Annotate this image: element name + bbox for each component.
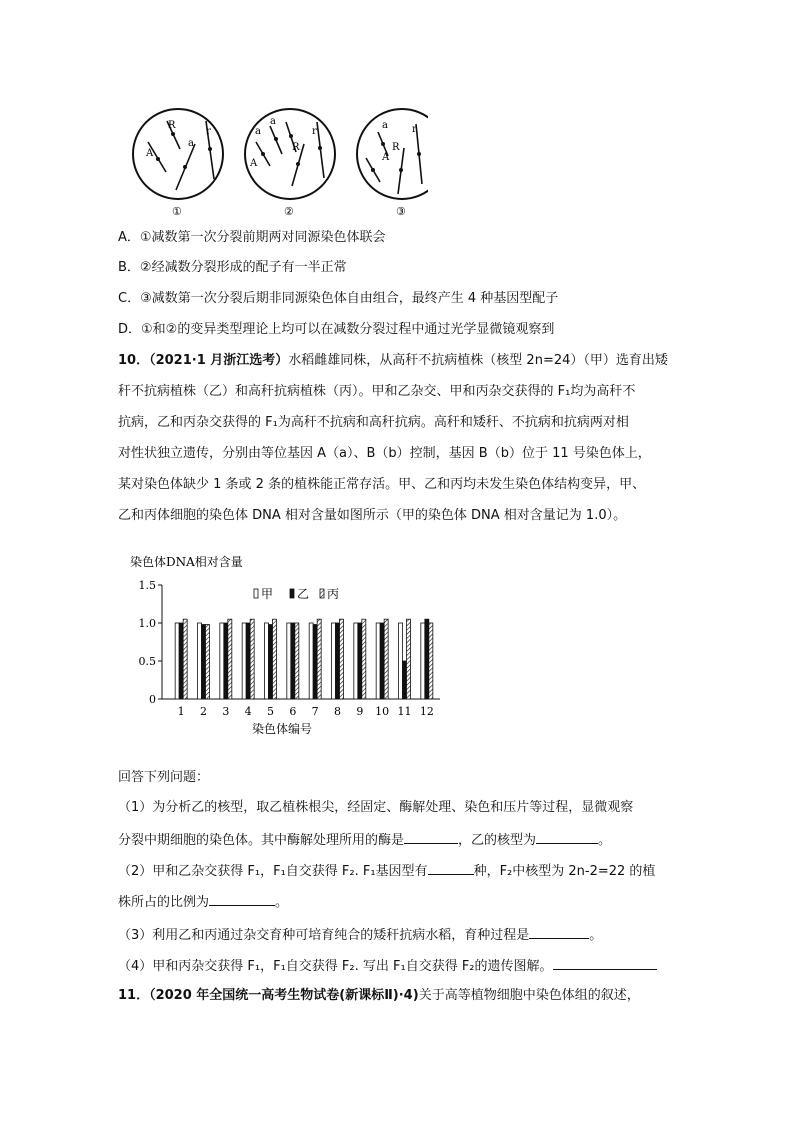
q1-text: 分裂中期细胞的染色体。其中酶解处理所用的酶是 <box>118 833 405 848</box>
x-tick-label: 2 <box>200 705 207 718</box>
bar <box>220 623 224 699</box>
question-source: （2020 年全国统一高考生物试卷(新课标Ⅱ)·4) <box>149 988 419 1003</box>
x-tick-label: 5 <box>267 705 274 718</box>
bar <box>403 661 407 699</box>
bar <box>287 623 291 699</box>
cell-1 <box>133 109 223 218</box>
cell-label-3: ③ <box>396 205 406 218</box>
legend-swatch <box>320 589 324 598</box>
answer-blank-genotype-count[interactable] <box>428 860 474 875</box>
legend-label: 乙 <box>297 587 310 601</box>
q4-text: （4）甲和丙杂交获得 F₁，F₁自交获得 F₂. 写出 F₁自交获得 F₂的遗传图解。 <box>118 959 553 974</box>
q10-line-1 <box>118 351 668 371</box>
bar <box>269 625 273 699</box>
option-text: ②经减数分裂形成的配子有一半正常 <box>139 260 347 275</box>
y-axis-label: 染色体DNA相对含量 <box>130 555 243 569</box>
option-c <box>118 289 558 309</box>
q1-text: 。 <box>598 833 612 848</box>
gene-label: r <box>312 126 317 137</box>
bar <box>273 619 277 699</box>
bar <box>265 623 269 699</box>
q2-text: （2）甲和乙杂交获得 F₁，F₁自交获得 F₂. F₁基因型有 <box>118 864 428 879</box>
bar <box>206 625 210 699</box>
bar <box>224 623 228 699</box>
bar <box>202 625 206 699</box>
q1-line-2 <box>118 829 611 851</box>
bar <box>399 623 403 699</box>
q3-line <box>118 924 602 946</box>
bar <box>309 623 313 699</box>
bar <box>179 623 183 699</box>
q2-text: 株所占的比例为 <box>118 895 210 910</box>
bar <box>429 623 433 699</box>
bar <box>421 623 425 699</box>
q1-text: （1）为分析乙的核型，取乙植株根尖，经固定、酶解处理、染色和压片等过程，显微观察 <box>118 800 634 815</box>
bar <box>183 619 187 699</box>
bar <box>332 623 336 699</box>
option-d <box>118 320 554 340</box>
bar <box>246 623 250 699</box>
bar <box>175 623 179 699</box>
q3-text: （3）利用乙和丙通过杂交育种可培育纯合的矮秆抗病水稻，育种过程是 <box>118 928 530 943</box>
question-text: 乙和丙体细胞的染色体 DNA 相对含量如图所示（甲的染色体 DNA 相对含量记为 1.0）。 <box>118 508 627 523</box>
option-letter: A． <box>118 230 140 245</box>
question-number: 10． <box>118 353 150 368</box>
y-tick-label: 0 <box>149 693 156 706</box>
option-letter: C． <box>118 291 141 306</box>
cell-label-1: ① <box>172 205 182 218</box>
bar <box>358 623 362 699</box>
bar <box>362 619 366 699</box>
bar <box>376 623 380 699</box>
option-text: ①和②的变异类型理论上均可以在减数分裂过程中通过光学显微镜观察到 <box>141 322 555 337</box>
question-text: 抗病，乙和丙杂交获得的 F₁为高秆不抗病和高秆抗病。高秆和矮秆、不抗病和抗病两对相 <box>118 415 629 430</box>
x-tick-label: 3 <box>222 705 230 718</box>
x-tick-label: 11 <box>397 705 412 718</box>
bar <box>198 623 202 699</box>
question-source: （2021·1 月浙江选考） <box>149 353 289 368</box>
option-text: ①减数第一次分裂前期两对同源染色体联会 <box>139 230 386 245</box>
x-tick-label: 8 <box>334 705 341 718</box>
answer-intro <box>118 768 209 788</box>
option-letter: B． <box>118 260 140 275</box>
question-text: 对性状独立遗传，分别由等位基因 A（a）、B（b）控制，基因 B（b）位于 11 号染色体上， <box>118 446 651 461</box>
x-tick-label: 7 <box>311 705 319 718</box>
answer-blank-proportion[interactable] <box>209 891 275 906</box>
gene-label: A <box>382 152 390 163</box>
answer-blank-karyotype[interactable] <box>536 829 598 844</box>
x-tick-label: 1 <box>177 705 185 718</box>
question-text: 关于高等植物细胞中染色体组的叙述， <box>418 988 640 1003</box>
bar <box>336 623 340 699</box>
cell-figure <box>128 104 428 222</box>
gene-label: r <box>206 126 211 137</box>
q2-line-2 <box>118 891 288 913</box>
q2-line-1 <box>118 860 655 882</box>
q11-line <box>118 986 640 1006</box>
q4-line <box>118 955 657 977</box>
q10-line-2 <box>118 382 635 402</box>
option-text: ③减数第一次分裂后期非同源染色体自由组合，最终产生 4 种基因型配子 <box>140 291 559 306</box>
bar <box>317 619 321 699</box>
question-text: 水稻雌雄同株，从高秆不抗病植株（核型 2n=24）（甲）选育出矮 <box>288 353 668 368</box>
bar <box>380 623 384 699</box>
y-tick-label: 1.5 <box>138 579 156 592</box>
gene-label: A <box>146 148 154 159</box>
option-b <box>118 258 347 278</box>
q2-text: 种，F₂中核型为 2n-2=22 的植 <box>473 864 656 879</box>
bar <box>242 623 246 699</box>
bar <box>407 619 411 699</box>
q3-text: 。 <box>589 928 603 943</box>
y-tick-label: 0.5 <box>138 655 156 668</box>
legend-label: 丙 <box>327 587 340 601</box>
question-text: 某对染色体缺少 1 条或 2 条的植株能正常存活。甲、乙和丙均未发生染色体结构变异，甲、 <box>118 477 646 492</box>
option-letter: D． <box>118 322 142 337</box>
cell-3 <box>357 109 428 218</box>
gene-label: a <box>270 116 276 127</box>
question-text: 秆不抗病植株（乙）和高秆抗病植株（丙）。甲和乙杂交、甲和丙杂交获得的 F₁均为高秆不 <box>118 384 636 399</box>
bar <box>425 619 429 699</box>
question-number: 11． <box>118 988 150 1003</box>
bar <box>340 619 344 699</box>
answer-blank-breeding[interactable] <box>529 924 589 939</box>
y-tick-label: 1.0 <box>138 617 156 630</box>
bar <box>313 625 317 699</box>
gene-label: r <box>412 124 417 135</box>
x-tick-label: 12 <box>419 705 434 718</box>
answer-blank-genetic-diagram[interactable] <box>553 955 657 970</box>
q10-line-5 <box>118 475 645 495</box>
bar <box>295 623 299 699</box>
option-a <box>118 228 386 248</box>
x-tick-label: 10 <box>375 705 390 718</box>
answer-blank-enzyme[interactable] <box>404 829 458 844</box>
bar <box>354 623 358 699</box>
gene-label: A <box>250 158 258 169</box>
x-axis-label: 染色体编号 <box>251 722 313 736</box>
q2-text: 。 <box>275 895 289 910</box>
x-tick-label: 4 <box>244 705 252 718</box>
gene-label: R <box>168 120 176 131</box>
legend-swatch <box>290 589 294 598</box>
gene-label: R <box>292 142 300 153</box>
q10-line-6 <box>118 506 626 526</box>
q10-line-4 <box>118 444 651 464</box>
dna-content-chart <box>130 550 450 745</box>
intro-text: 回答下列问题： <box>118 770 210 785</box>
q1-line-1 <box>118 798 633 818</box>
gene-label: a <box>188 138 194 149</box>
bar <box>291 623 295 699</box>
bar <box>228 619 232 699</box>
x-tick-label: 9 <box>356 705 364 718</box>
legend-label: 甲 <box>261 587 274 601</box>
bar <box>250 619 254 699</box>
cell-label-2: ② <box>284 205 294 218</box>
gene-label: a <box>255 126 261 137</box>
q10-line-3 <box>118 413 629 433</box>
bar <box>384 619 388 699</box>
q1-text: ，乙的核型为 <box>458 833 537 848</box>
x-tick-label: 6 <box>289 705 297 718</box>
gene-label: R <box>392 142 400 153</box>
gene-label: a <box>382 120 388 131</box>
cell-2 <box>245 109 335 218</box>
legend-swatch <box>254 589 258 598</box>
